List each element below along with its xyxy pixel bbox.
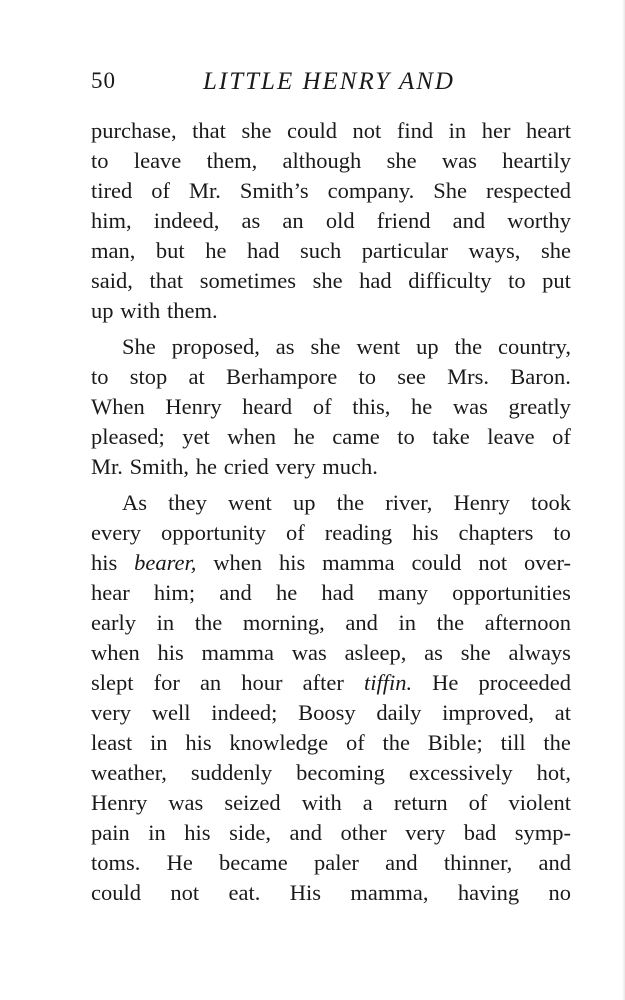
- word: other: [340, 820, 387, 845]
- word: worthy: [507, 208, 571, 233]
- word: She: [122, 334, 156, 359]
- word: least: [91, 730, 133, 755]
- word: not: [478, 550, 508, 575]
- word: respected: [486, 178, 571, 203]
- word: no: [548, 880, 571, 905]
- word: daily: [376, 700, 422, 725]
- word: could: [286, 118, 337, 143]
- word: they: [168, 490, 207, 515]
- word: take: [432, 424, 470, 449]
- word: the: [382, 730, 410, 755]
- paragraph: [91, 488, 571, 908]
- word: his: [185, 730, 212, 755]
- word: mamma: [201, 640, 275, 665]
- text-line: [91, 362, 571, 392]
- word: to: [553, 520, 571, 545]
- word: He: [432, 670, 459, 695]
- word: find: [396, 118, 434, 143]
- text-line: [91, 452, 571, 482]
- word: much.: [322, 454, 378, 479]
- word: reading: [324, 520, 393, 545]
- word: violent: [508, 790, 571, 815]
- paragraph: [91, 332, 571, 482]
- word: in: [448, 118, 467, 143]
- word: many: [378, 580, 429, 605]
- text-line: [91, 146, 571, 176]
- word: as: [275, 334, 295, 359]
- word: went: [228, 490, 272, 515]
- word: As: [122, 490, 148, 515]
- word: very: [405, 820, 446, 845]
- page-header: [91, 68, 571, 102]
- word: was: [452, 394, 488, 419]
- word: in: [148, 820, 166, 845]
- word: had: [359, 268, 392, 293]
- word: in: [398, 610, 416, 635]
- word: company.: [327, 178, 415, 203]
- word: weather,: [91, 760, 167, 785]
- word: them,: [206, 148, 258, 173]
- word: very: [91, 700, 131, 725]
- word: difficulty: [408, 268, 492, 293]
- word: at: [188, 364, 205, 389]
- word: them.: [167, 298, 218, 323]
- word: went: [356, 334, 401, 359]
- word: the: [543, 730, 571, 755]
- word: indeed;: [211, 700, 278, 725]
- word: country,: [498, 334, 571, 359]
- word: and: [345, 610, 378, 635]
- word: the: [336, 490, 365, 515]
- word: this,: [352, 394, 391, 419]
- text-line: [91, 728, 571, 758]
- word: had: [246, 238, 280, 263]
- word: particular: [361, 238, 448, 263]
- word: he: [410, 394, 433, 419]
- word: and: [219, 580, 252, 605]
- word: mamma,: [350, 880, 429, 905]
- text-line: [91, 296, 571, 326]
- word: up: [91, 298, 114, 323]
- word: When: [91, 394, 145, 419]
- word: having: [457, 880, 520, 905]
- text-line: [91, 116, 571, 146]
- word: he: [205, 238, 227, 263]
- word: mamma: [322, 550, 395, 575]
- word: proposed,: [171, 334, 260, 359]
- text-line: [91, 638, 571, 668]
- word: heard: [242, 394, 293, 419]
- word: that: [149, 268, 184, 293]
- word: seized: [224, 790, 281, 815]
- word: ways,: [468, 238, 521, 263]
- word: leave: [133, 148, 182, 173]
- word: she: [312, 268, 343, 293]
- word: to: [358, 364, 376, 389]
- word: although: [282, 148, 362, 173]
- word: came: [332, 424, 380, 449]
- word: not: [170, 880, 200, 905]
- word: Henry: [91, 790, 148, 815]
- word: she: [386, 148, 417, 173]
- text-line: [91, 788, 571, 818]
- word: as: [424, 640, 443, 665]
- word: with: [120, 298, 161, 323]
- page-number: 50: [91, 68, 116, 93]
- word: her: [481, 118, 511, 143]
- word: his: [184, 820, 211, 845]
- word: and: [289, 820, 322, 845]
- word: His: [289, 880, 322, 905]
- word: him;: [153, 580, 196, 605]
- text-line: [91, 608, 571, 638]
- word: to: [397, 424, 415, 449]
- word: tired: [91, 178, 133, 203]
- word: Henry: [453, 490, 510, 515]
- word: for: [153, 670, 180, 695]
- word: at: [554, 700, 571, 725]
- word: morning,: [242, 610, 325, 635]
- word: proceeded: [478, 670, 571, 695]
- word: Mr.: [91, 454, 123, 479]
- word: bad: [463, 820, 497, 845]
- word: he: [293, 424, 315, 449]
- word: and: [452, 208, 486, 233]
- text-line: [91, 518, 571, 548]
- word: symp-: [514, 820, 571, 845]
- word: to: [508, 268, 526, 293]
- word: paler: [313, 850, 359, 875]
- word: river,: [385, 490, 433, 515]
- word: as: [241, 208, 261, 233]
- word: asleep,: [344, 640, 407, 665]
- word: he: [275, 580, 298, 605]
- word: the: [194, 610, 223, 635]
- word: up: [292, 490, 316, 515]
- word: in: [150, 730, 168, 755]
- word: see: [397, 364, 426, 389]
- word: but: [155, 238, 185, 263]
- word: hot,: [536, 760, 571, 785]
- text-line: [91, 578, 571, 608]
- word: his: [278, 550, 306, 575]
- word: said,: [91, 268, 133, 293]
- word: not: [352, 118, 382, 143]
- word: could: [91, 880, 141, 905]
- word: was: [168, 790, 204, 815]
- word: She: [433, 178, 468, 203]
- word: an: [282, 208, 304, 233]
- body-text: [91, 116, 571, 908]
- word: heart: [525, 118, 571, 143]
- word: well: [151, 700, 191, 725]
- word: was: [441, 148, 477, 173]
- word: of: [552, 424, 571, 449]
- running-title: LITTLE HENRY AND: [203, 68, 455, 95]
- word: pain: [91, 820, 130, 845]
- word: He: [166, 850, 193, 875]
- word: friend: [376, 208, 431, 233]
- word: up: [416, 334, 439, 359]
- word: pleased;: [91, 424, 165, 449]
- text-line: [91, 818, 571, 848]
- word: slept: [91, 670, 134, 695]
- word: leave: [487, 424, 535, 449]
- word: when: [91, 640, 140, 665]
- word: when: [227, 424, 276, 449]
- word: Henry: [165, 394, 222, 419]
- word: bearer,: [134, 550, 197, 575]
- word: heartily: [502, 148, 571, 173]
- word: such: [300, 238, 342, 263]
- word: to: [91, 148, 109, 173]
- word: hour: [241, 670, 283, 695]
- word: eat.: [228, 880, 261, 905]
- text-line: [91, 848, 571, 878]
- word: Boosy: [298, 700, 356, 725]
- word: yet: [182, 424, 210, 449]
- text-line: [91, 548, 571, 578]
- word: opportunities: [452, 580, 571, 605]
- word: very: [275, 454, 316, 479]
- word: of: [312, 394, 332, 419]
- word: greatly: [508, 394, 571, 419]
- word: afternoon: [484, 610, 571, 635]
- word: improved,: [442, 700, 535, 725]
- word: chapters: [458, 520, 534, 545]
- word: opportunity: [160, 520, 266, 545]
- word: indeed,: [153, 208, 220, 233]
- word: of: [151, 178, 170, 203]
- word: early: [91, 610, 136, 635]
- word: thinner,: [443, 850, 513, 875]
- word: was: [291, 640, 327, 665]
- word: took: [530, 490, 571, 515]
- word: cried: [223, 454, 269, 479]
- word: till: [500, 730, 526, 755]
- word: over-: [523, 550, 571, 575]
- text-line: [91, 758, 571, 788]
- word: put: [542, 268, 571, 293]
- word: Baron.: [510, 364, 571, 389]
- text-line: [91, 422, 571, 452]
- text-line: [91, 392, 571, 422]
- word: he: [195, 454, 218, 479]
- word: purchase,: [91, 118, 177, 143]
- word: toms.: [91, 850, 141, 875]
- word: him,: [91, 208, 132, 233]
- text-line: [91, 176, 571, 206]
- word: in: [156, 610, 175, 635]
- word: knowledge: [229, 730, 329, 755]
- text-line: [91, 236, 571, 266]
- text-line: [91, 878, 571, 908]
- text-line: [91, 206, 571, 236]
- word: stop: [129, 364, 168, 389]
- word: with: [301, 790, 342, 815]
- word: sometimes: [199, 268, 296, 293]
- word: his: [157, 640, 184, 665]
- text-line: [91, 698, 571, 728]
- word: that: [192, 118, 226, 143]
- word: Smith,: [129, 454, 190, 479]
- word: a: [362, 790, 373, 815]
- word: an: [199, 670, 222, 695]
- word: tiffin.: [363, 670, 413, 695]
- text-line: [91, 668, 571, 698]
- word: the: [436, 610, 465, 635]
- word: Smith’s: [239, 178, 309, 203]
- word: hear: [91, 580, 130, 605]
- word: to: [91, 364, 109, 389]
- word: after: [302, 670, 344, 695]
- paragraph: [91, 116, 571, 326]
- word: had: [321, 580, 354, 605]
- word: she: [241, 118, 272, 143]
- text-line: [91, 332, 571, 362]
- word: old: [325, 208, 355, 233]
- word: and: [385, 850, 418, 875]
- word: every: [91, 520, 141, 545]
- word: she: [460, 640, 491, 665]
- word: became: [219, 850, 288, 875]
- word: she: [540, 238, 571, 263]
- word: of: [468, 790, 488, 815]
- word: Berhampore: [225, 364, 338, 389]
- text-line: [91, 266, 571, 296]
- word: Mrs.: [447, 364, 490, 389]
- word: Bible;: [427, 730, 483, 755]
- word: she: [310, 334, 341, 359]
- word: the: [454, 334, 483, 359]
- word: man,: [91, 238, 136, 263]
- word: excessively: [408, 760, 513, 785]
- word: his: [91, 550, 118, 575]
- word: always: [508, 640, 571, 665]
- word: side,: [229, 820, 271, 845]
- word: could: [411, 550, 462, 575]
- word: when: [213, 550, 263, 575]
- text-line: [91, 488, 571, 518]
- word: of: [285, 520, 305, 545]
- word: Mr.: [188, 178, 221, 203]
- word: becoming: [296, 760, 385, 785]
- word: and: [538, 850, 571, 875]
- word: suddenly: [190, 760, 273, 785]
- word: his: [412, 520, 439, 545]
- word: return: [393, 790, 448, 815]
- word: of: [345, 730, 365, 755]
